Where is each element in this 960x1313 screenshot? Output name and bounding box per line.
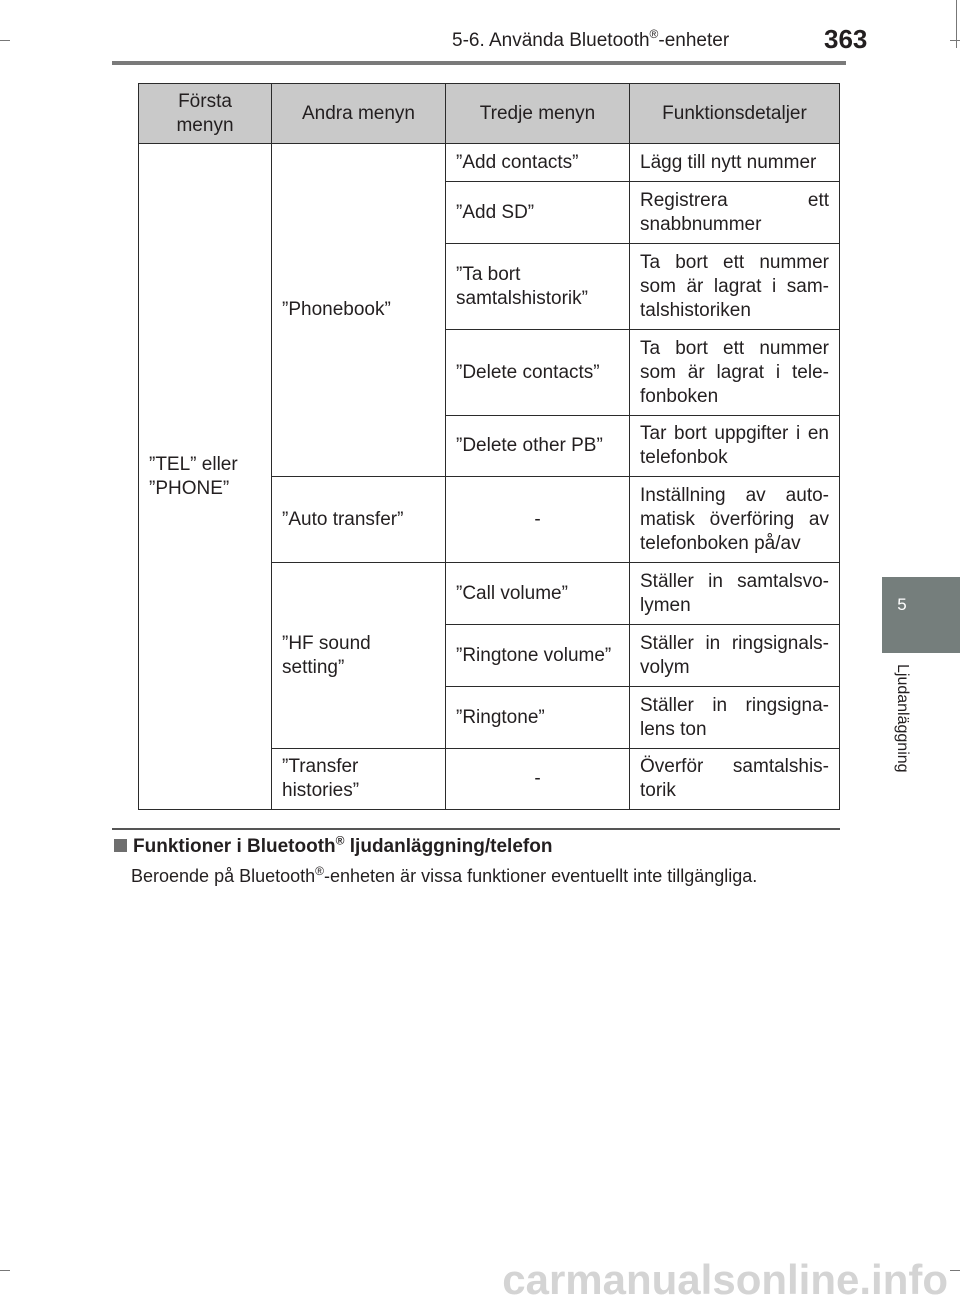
note-body: Beroende på Bluetooth®-enheten är vissa funktioner eventuellt inte tillgängliga. — [131, 864, 758, 886]
third-menu-cell: ”Ringtone volume” — [446, 625, 630, 687]
third-menu-cell: ”Add contacts” — [446, 144, 630, 182]
header-second-menu: Andra menyn — [272, 84, 446, 144]
first-menu-cell: ”TEL” eller ”PHONE” — [139, 144, 272, 810]
header-function-details: Funktionsdetaljer — [630, 84, 840, 144]
detail-cell: Ta bort ett nummer som är lagrat i tele-fonboken — [630, 330, 840, 416]
crop-mark — [956, 0, 957, 48]
chapter-number: 5 — [897, 595, 907, 614]
page-number: 363 — [824, 24, 868, 54]
crop-mark — [0, 40, 10, 41]
table-row — [139, 144, 840, 182]
second-menu-cell: ”Auto transfer” — [272, 477, 446, 563]
detail-cell: Inställning av auto-matisk överföring av telefonboken på/av — [630, 477, 840, 563]
chapter-label: Ljudanläggning — [894, 664, 911, 773]
second-menu-cell: ”Transfer histories” — [272, 749, 446, 810]
menu-table — [138, 83, 840, 810]
third-menu-cell: ”Add SD” — [446, 182, 630, 244]
third-menu-cell: ”Ringtone” — [446, 687, 630, 749]
third-menu-cell: - — [446, 749, 630, 810]
header-first-menu: Första menyn — [139, 84, 272, 144]
detail-cell: Lägg till nytt nummer — [630, 144, 840, 182]
third-menu-cell: ”Ta bort samtalshistorik” — [446, 244, 630, 330]
second-menu-cell: ”HF sound setting” — [272, 563, 446, 749]
third-menu-cell: - — [446, 477, 630, 563]
detail-cell: Tar bort uppgifter i en telefonbok — [630, 416, 840, 477]
third-menu-cell: ”Delete contacts” — [446, 330, 630, 416]
detail-cell: Ta bort ett nummer som är lagrat i sam-talshistoriken — [630, 244, 840, 330]
third-menu-cell: ”Call volume” — [446, 563, 630, 625]
note-divider — [112, 828, 840, 830]
crop-mark — [0, 1270, 10, 1271]
table-header-row — [139, 84, 840, 144]
header-divider — [112, 61, 846, 65]
watermark: carmanualsonline.info — [502, 1256, 948, 1303]
detail-cell: Ställer in ringsigna-lens ton — [630, 687, 840, 749]
crop-mark — [950, 1270, 960, 1271]
detail-cell: Ställer in samtalsvo-lymen — [630, 563, 840, 625]
crop-mark — [950, 40, 960, 41]
detail-cell: Ställer in ringsignals-volym — [630, 625, 840, 687]
square-bullet-icon — [114, 839, 127, 852]
third-menu-cell: ”Delete other PB” — [446, 416, 630, 477]
chapter-tab — [882, 577, 960, 653]
detail-cell: Registrera ett snabbnummer — [630, 182, 840, 244]
header-third-menu: Tredje menyn — [446, 84, 630, 144]
section-title: 5-6. Använda Bluetooth®-enheter — [452, 26, 730, 51]
note-heading: Funktioner i Bluetooth® ljudanläggning/telefon — [114, 836, 552, 858]
second-menu-cell: ”Phonebook” — [272, 144, 446, 477]
detail-cell: Överför samtalshis-torik — [630, 749, 840, 810]
